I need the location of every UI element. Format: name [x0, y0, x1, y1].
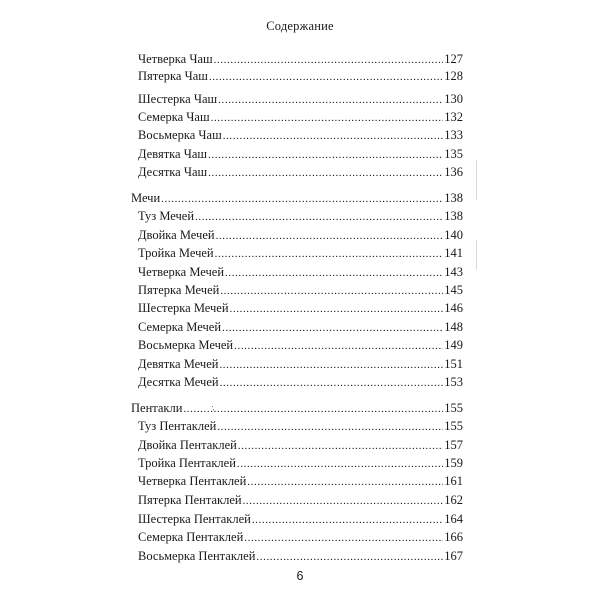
toc-entry-page: 157 — [444, 438, 463, 452]
dot-leader — [222, 319, 443, 336]
scan-speck — [212, 406, 213, 407]
toc-entry-title: Четверка Чаш — [138, 52, 213, 66]
toc-entry-page: 155 — [444, 419, 463, 433]
toc-entry-title: Мечи — [131, 191, 161, 205]
toc-entry-page: 132 — [444, 110, 463, 124]
toc-entry[interactable] — [138, 418, 463, 434]
dot-leader — [220, 374, 444, 391]
toc-entry-title: Семерка Пентаклей — [138, 530, 244, 544]
toc-entry[interactable] — [138, 374, 463, 390]
toc-entry-title: Восьмерка Пентаклей — [138, 549, 256, 563]
toc-section-entry[interactable] — [131, 400, 463, 416]
toc-entry-page: 155 — [444, 401, 463, 415]
toc-entry-title: Пятерка Чаш — [138, 69, 208, 83]
toc-entry[interactable] — [138, 91, 463, 107]
toc-entry[interactable] — [138, 109, 463, 125]
toc-entry-page: 167 — [444, 549, 463, 563]
toc-entry[interactable] — [138, 492, 463, 508]
toc-entry[interactable] — [138, 356, 463, 372]
toc-entry[interactable] — [138, 511, 463, 527]
toc-entry-page: 159 — [444, 456, 463, 470]
dot-leader — [234, 337, 443, 354]
toc-entry-title: Пятерка Пентаклей — [138, 493, 242, 507]
toc-entry-page: 162 — [444, 493, 463, 507]
toc-section-entry[interactable] — [131, 190, 463, 206]
dot-leader — [230, 300, 444, 317]
toc-entry[interactable] — [138, 146, 463, 162]
dot-leader — [237, 455, 443, 472]
toc-entry-title: Десятка Мечей — [138, 375, 219, 389]
toc-entry-page: 128 — [444, 69, 463, 83]
dot-leader — [244, 529, 443, 546]
toc-entry[interactable] — [138, 337, 463, 353]
toc-entry-page: 164 — [444, 512, 463, 526]
scan-edge-mark — [476, 160, 477, 200]
toc-entry-title: Двойка Мечей — [138, 228, 215, 242]
dot-leader — [211, 109, 444, 126]
dot-leader — [218, 91, 443, 108]
toc-entry-page: 149 — [444, 338, 463, 352]
dot-leader — [238, 437, 443, 454]
dot-leader — [208, 146, 443, 163]
dot-leader — [219, 356, 443, 373]
toc-entry-page: 146 — [444, 301, 463, 315]
dot-leader — [252, 511, 443, 528]
toc-entry[interactable] — [138, 127, 463, 143]
toc-entry-title: Восьмерка Чаш — [138, 128, 222, 142]
scan-speck — [213, 409, 214, 410]
dot-leader — [243, 492, 444, 509]
toc-entry-title: Десятка Чаш — [138, 165, 208, 179]
toc-entry[interactable] — [138, 529, 463, 545]
toc-entry-page: 143 — [444, 265, 463, 279]
toc-entry-page: 148 — [444, 320, 463, 334]
toc-entry[interactable] — [138, 68, 463, 84]
toc-entry-page: 135 — [444, 147, 463, 161]
toc-entry-page: 127 — [444, 52, 463, 66]
toc-entry-page: 140 — [444, 228, 463, 242]
toc-entry-title: Шестерка Пентаклей — [138, 512, 251, 526]
toc-entry[interactable] — [138, 473, 463, 489]
toc-entry-page: 161 — [444, 474, 463, 488]
toc-entry-title: Семерка Мечей — [138, 320, 222, 334]
toc-entry[interactable] — [138, 437, 463, 453]
toc-entry[interactable] — [138, 319, 463, 335]
dot-leader — [214, 51, 444, 68]
toc-entry-page: 138 — [444, 191, 463, 205]
dot-leader — [225, 264, 443, 281]
dot-leader — [215, 245, 444, 262]
toc-entry-title: Девятка Чаш — [138, 147, 208, 161]
dot-leader — [247, 473, 443, 490]
dot-leader — [209, 68, 443, 85]
scan-edge-mark — [476, 240, 477, 270]
toc-entry[interactable] — [138, 548, 463, 564]
dot-leader — [217, 418, 443, 435]
toc-entry-page: 166 — [444, 530, 463, 544]
dot-leader — [256, 548, 443, 565]
toc-entry[interactable] — [138, 227, 463, 243]
toc-entry-title: Семерка Чаш — [138, 110, 210, 124]
toc-entry-title: Шестерка Мечей — [138, 301, 229, 315]
toc-entry[interactable] — [138, 245, 463, 261]
dot-leader — [195, 208, 443, 225]
dot-leader — [220, 282, 443, 299]
toc-entry[interactable] — [138, 51, 463, 67]
toc-entry-page: 153 — [444, 375, 463, 389]
dot-leader — [216, 227, 444, 244]
toc-entry-title: Туз Пентаклей — [138, 419, 217, 433]
toc-entry[interactable] — [138, 282, 463, 298]
toc-entry-page: 145 — [444, 283, 463, 297]
dot-leader — [208, 164, 443, 181]
toc-entry-title: Девятка Мечей — [138, 357, 219, 371]
toc-entry-page: 138 — [444, 209, 463, 223]
toc-entry-title: Восьмерка Мечей — [138, 338, 234, 352]
page-number: 6 — [296, 569, 304, 583]
dot-leader — [161, 190, 443, 207]
toc-entry[interactable] — [138, 300, 463, 316]
toc-entry-title: Тройка Мечей — [138, 246, 214, 260]
toc-entry-title: Шестерка Чаш — [138, 92, 218, 106]
toc-entry-page: 151 — [444, 357, 463, 371]
toc-entry[interactable] — [138, 264, 463, 280]
toc-entry[interactable] — [138, 455, 463, 471]
toc-entry-title: Пентакли — [131, 401, 183, 415]
toc-entry-title: Четверка Пентаклей — [138, 474, 247, 488]
toc-entry-title: Двойка Пентаклей — [138, 438, 237, 452]
toc-entry[interactable] — [138, 164, 463, 180]
dot-leader — [223, 127, 444, 144]
toc-entry-title: Туз Мечей — [138, 209, 195, 223]
toc-entry-title: Четверка Мечей — [138, 265, 225, 279]
toc-entry[interactable] — [138, 208, 463, 224]
running-head: Содержание — [266, 19, 334, 33]
toc-entry-title: Тройка Пентаклей — [138, 456, 236, 470]
toc-entry-page: 136 — [444, 165, 463, 179]
toc-entry-page: 130 — [444, 92, 463, 106]
toc-entry-title: Пятерка Мечей — [138, 283, 220, 297]
toc-entry-page: 133 — [444, 128, 463, 142]
dot-leader — [183, 400, 443, 417]
toc-entry-page: 141 — [444, 246, 463, 260]
